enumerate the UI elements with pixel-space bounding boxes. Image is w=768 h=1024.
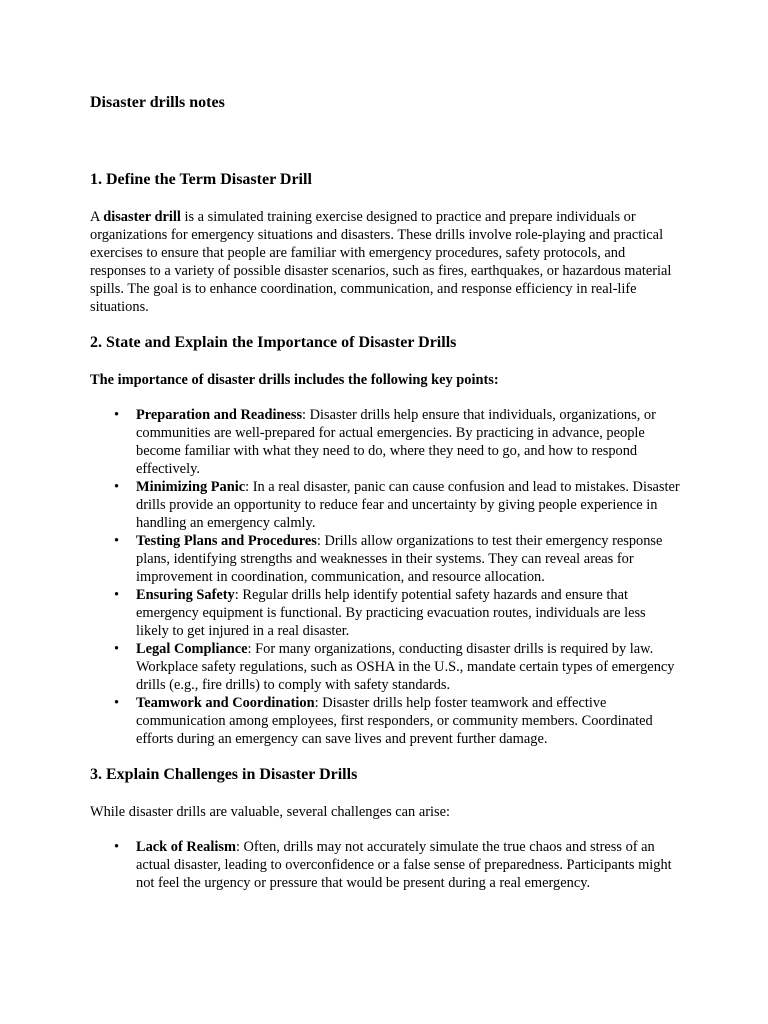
- importance-list: [90, 406, 682, 748]
- list-item-term: Testing Plans and Procedures: [136, 533, 317, 549]
- list-item-text: : Regular drills help identify potential safety hazards and ensure that emergency equipment is functional. By practicing evacuation routes, individuals are less likely to get injured in a real disaster.: [136, 587, 646, 639]
- section-3-heading: 3. Explain Challenges in Disaster Drills: [90, 766, 358, 783]
- list-item-term: Legal Compliance: [136, 641, 248, 657]
- section-2-subheading: The importance of disaster drills includes the following key points:: [90, 372, 499, 388]
- para-prefix: A: [90, 209, 104, 225]
- list-item-term: Ensuring Safety: [136, 587, 235, 603]
- list-item-term: Teamwork and Coordination: [136, 695, 315, 711]
- defined-term: disaster drill: [103, 209, 181, 225]
- list-item-term: Lack of Realism: [136, 839, 236, 855]
- list-item-text: : Drills allow organizations to test their emergency response plans, identifying strengths and weaknesses in their systems. They can reveal areas for improvement in coordination, communication, and resource allocation.: [136, 533, 663, 585]
- list-item-text: : Often, drills may not accurately simulate the true chaos and stress of an actual disaster, leading to overconfidence or a false sense of preparedness. Participants might not feel the urgency or pressure that would be present during a real emergency.: [136, 839, 672, 891]
- list-item: [136, 694, 682, 748]
- section-2-heading: 2. State and Explain the Importance of Disaster Drills: [90, 334, 457, 351]
- document-content: [90, 169, 682, 892]
- list-item: [136, 406, 682, 478]
- list-item-text: : For many organizations, conducting disaster drills is required by law. Workplace safety regulations, such as OSHA in the U.S., mandate certain types of emergency drills (e.g., fire drills) to comply with safety standards.: [136, 641, 675, 693]
- section-1-heading: 1. Define the Term Disaster Drill: [90, 171, 312, 188]
- list-item: [136, 640, 682, 694]
- document-title: Disaster drills notes: [90, 94, 225, 111]
- list-item-term: Preparation and Readiness: [136, 407, 303, 423]
- list-item-term: Minimizing Panic: [136, 479, 246, 495]
- list-item: [136, 586, 682, 640]
- section-3-intro: While disaster drills are valuable, several challenges can arise:: [90, 804, 451, 820]
- section-1-paragraph: [90, 208, 682, 316]
- list-item-text: : In a real disaster, panic can cause confusion and lead to mistakes. Disaster drills provide an opportunity to reduce fear and uncertainty by giving people experience in handling an emergency calmly.: [136, 479, 680, 531]
- list-item-text: : Disaster drills help ensure that individuals, organizations, or communities are well-prepared for actual emergencies. By practicing in advance, people become familiar with what they need to do, where they need to go, and how to respond effectively.: [136, 407, 656, 477]
- list-item-text: : Disaster drills help foster teamwork and effective communication among employees, first responders, or community members. Coordinated efforts during an emergency can save lives and prevent further damage.: [136, 695, 653, 747]
- para-body: is a simulated training exercise designed to practice and prepare individuals or organizations for emergency situations and disasters. These drills involve role-playing and practical exercises to ensure that people are familiar with emergency procedures, safety protocols, and responses to a variety of possible disaster scenarios, such as fires, earthquakes, or hazardous material spills. The goal is to enhance coordination, communication, and response efficiency in real-life situations.: [90, 209, 672, 315]
- list-item: [136, 838, 682, 892]
- list-item: [136, 532, 682, 586]
- list-item: [136, 478, 682, 532]
- challenges-list: [90, 838, 682, 892]
